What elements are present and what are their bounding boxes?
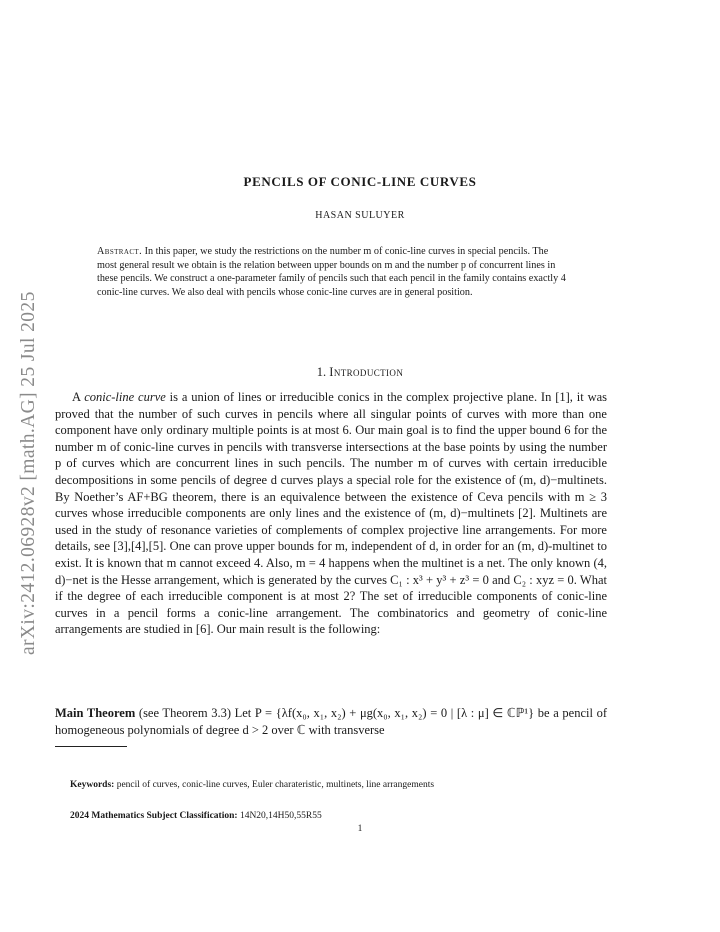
intro-text-rest: is a union of lines or irreducible conics in the complex projective plane. In [1], it was proved that the number of such curves in pencils where all singular points of curves with more than one component have only ordinary multiple points is at most 6. Our main goal is to find the upper bound 6 for the number m of conic-line curves in pencils with transverse intersections at the base points by using the number p of curves which are concurrent lines in such pencils. The number m of curves with certain irreducible decompositions in some pencils of degree d curves plays a special role for the existence of (m, d)−multinets. By Noether’s AF+BG theorem, there is an equivalence between the existence of Ceva pencils with m ≥ 3 curves whose irreducible components are only lines and the existence of (m, d)−multinets [2]. Multinets are used in the study of resonance varieties of complements of complex projective line arrangements. For more details, see [3],[4],[5]. One can prove upper bounds for m, independent of d, in order for an (m, d)-multinet to exist. It is known that m cannot exceed 4. Also, m = 4 happens when the multinet is a net. The only known (4, d)−net is the Hesse arrangement, which is generated by the curves C₁ : x³ + y³ + z³ = 0 and C₂ : xyz = 0. What if the degree of each irreducible component is at most 2? The set of irreducible components of conic-line curves in a pencil forms a conic-line arrangement. The combinatorics and geometry of conic-line arrangements are studied in [6]. Our main result is the following:	[55, 390, 608, 637]
theorem-text: (see Theorem 3.3) Let P = {λf(x₀, x₁, x₂) + μg(x₀, x₁, x₂) = 0 | [λ : μ] ∈ ℂℙ¹} be a pencil of homogeneous polynomials of degree d > 2 over ℂ with transverse	[55, 706, 608, 737]
msc-codes: 14N20,14H50,55R55	[237, 811, 322, 821]
section-title: Introduction	[329, 365, 404, 379]
arxiv-identifier: arXiv:2412.06928v2 [math.AG] 25 Jul 2025	[18, 291, 39, 655]
section-number: 1.	[316, 365, 327, 379]
keywords-label: Keywords:	[70, 780, 115, 790]
abstract	[97, 245, 567, 299]
defined-term: conic-line curve	[84, 390, 166, 404]
intro-text-start: A	[72, 390, 85, 404]
keywords-text: pencil of curves, conic-line curves, Euler charateristic, multinets, line arrangements	[114, 780, 435, 790]
section-heading	[0, 365, 720, 380]
msc-line	[70, 811, 322, 821]
introduction-paragraph	[55, 389, 607, 638]
introduction-body	[55, 389, 607, 638]
main-theorem	[55, 705, 607, 739]
msc-label: 2024 Mathematics Subject Classification:	[70, 811, 238, 821]
footnote-rule	[55, 746, 127, 747]
theorem-label: Main Theorem	[55, 706, 136, 720]
page-number: 1	[357, 824, 363, 834]
author-name: HASAN SULUYER	[315, 210, 405, 221]
abstract-label: Abstract.	[97, 246, 143, 257]
paper-title: PENCILS OF CONIC-LINE CURVES	[243, 174, 477, 189]
abstract-text: In this paper, we study the restrictions on the number m of conic-line curves in special pencils. The most general result we obtain is the relation between upper bounds on m and the number p of concurrent lines in these pencils. We construct a one-parameter family of pencils such that each pencil in the family contains exactly 4 conic-line curves. We also deal with pencils whose conic-line curves are in general position.	[97, 246, 566, 298]
keywords-line	[70, 780, 434, 790]
